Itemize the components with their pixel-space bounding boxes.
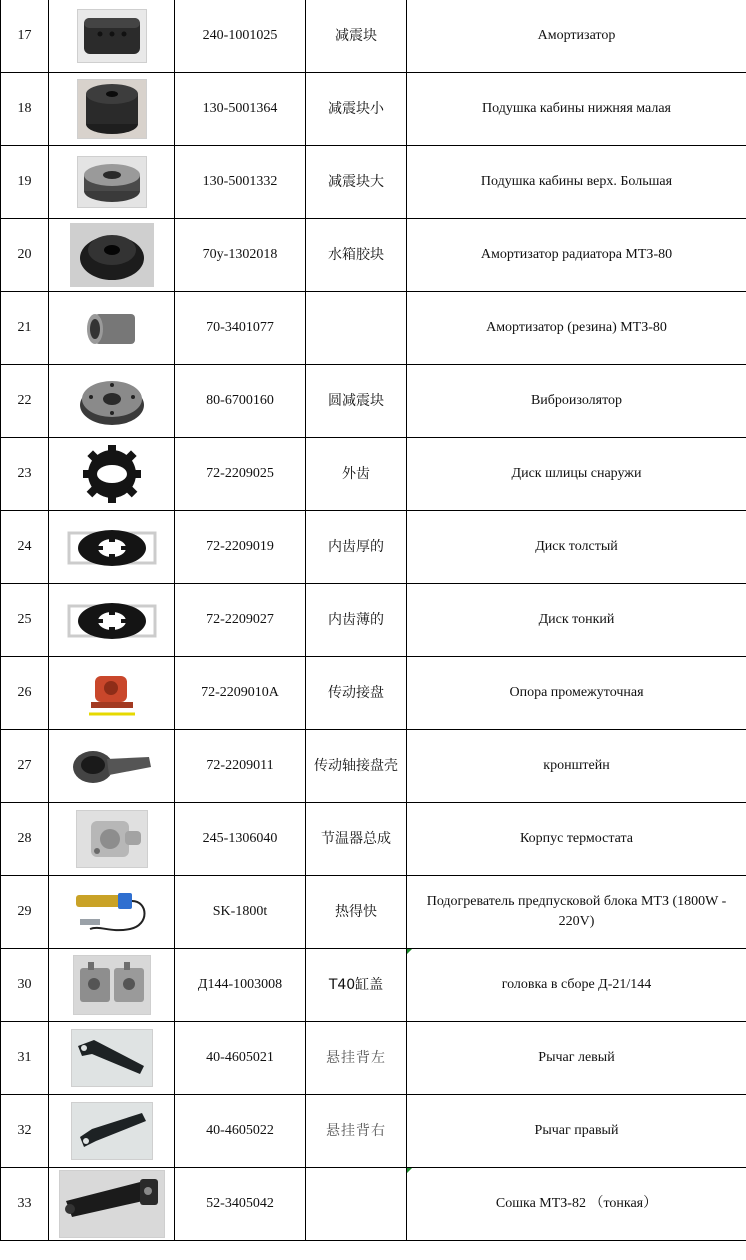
part-number: 72-2209027 [175,584,306,657]
part-photo [49,1095,175,1168]
part-name-ru: Диск шлицы снаружи [407,438,746,511]
cell-marker [407,1168,412,1173]
cell-marker [407,949,412,954]
part-name-ru [407,949,746,1022]
part-name-cn: 减震块小 [306,73,407,146]
table-row [1,584,746,657]
part-name-cn: 水箱胶块 [306,219,407,292]
rubber-block-icon [77,9,147,63]
part-photo [49,1168,175,1241]
part-name-cn [306,292,407,365]
row-number: 21 [1,292,49,365]
part-name-ru: Рычаг левый [407,1022,746,1095]
part-name-ru: Опора промежуточная [407,657,746,730]
part-name-ru: Подогреватель предпусковой блока МТЗ (1800W - 220V) [407,876,746,949]
row-number: 22 [1,365,49,438]
part-name-ru: Амортизатор радиатора МТЗ-80 [407,219,746,292]
table-row [1,949,746,1022]
part-name-ru: кронштейн [407,730,746,803]
table-row [1,803,746,876]
row-number: 23 [1,438,49,511]
part-name-ru: Корпус термостата [407,803,746,876]
part-name-ru: Амортизатор [407,0,746,73]
lever-left-icon [71,1029,153,1087]
part-number: Д144-1003008 [175,949,306,1022]
pitman-arm-icon [59,1170,165,1238]
part-name-cn: 悬挂背右 [306,1095,407,1168]
part-photo [49,949,175,1022]
part-number: 72-2209025 [175,438,306,511]
part-name-cn: 外齿 [306,438,407,511]
part-name-cn: 热得快 [306,876,407,949]
row-number: 28 [1,803,49,876]
part-name-ru: Подушка кабины нижняя малая [407,73,746,146]
row-number: 18 [1,73,49,146]
part-photo [49,657,175,730]
part-name-cn [306,1168,407,1241]
part-number: 80-6700160 [175,365,306,438]
part-name-cn: 悬挂背左 [306,1022,407,1095]
part-photo [49,146,175,219]
part-number: 52-3405042 [175,1168,306,1241]
internal-gear-disc-thin-icon [62,589,162,651]
part-name-ru-text: головка в сборе Д-21/144 [501,977,652,992]
table-row [1,511,746,584]
table-row [1,365,746,438]
part-name-cn: 内齿薄的 [306,584,407,657]
row-number: 30 [1,949,49,1022]
part-photo [49,1022,175,1095]
part-photo [49,292,175,365]
part-photo [49,876,175,949]
part-name-ru: Диск толстый [407,511,746,584]
table-row [1,876,746,949]
part-photo [49,730,175,803]
row-number: 20 [1,219,49,292]
row-number: 27 [1,730,49,803]
preheater-icon [69,884,155,940]
part-photo [49,365,175,438]
row-number: 33 [1,1168,49,1241]
row-number: 31 [1,1022,49,1095]
part-number: 72-2209019 [175,511,306,584]
part-photo [49,438,175,511]
internal-gear-disc-thick-icon [62,516,162,578]
part-number: 40-4605021 [175,1022,306,1095]
table-row [1,657,746,730]
part-name-ru: Диск тонкий [407,584,746,657]
part-name-cn: 传动接盘 [306,657,407,730]
part-name-ru: Амортизатор (резина) МТЗ-80 [407,292,746,365]
part-number: 245-1306040 [175,803,306,876]
part-name-cn: 传动轴接盘壳 [306,730,407,803]
rubber-cushion-icon [77,79,147,139]
row-number: 25 [1,584,49,657]
part-number: 130-5001332 [175,146,306,219]
part-photo [49,511,175,584]
radiator-mount-icon [70,223,154,287]
part-name-cn: 减震块大 [306,146,407,219]
part-number: 40-4605022 [175,1095,306,1168]
part-number: 240-1001025 [175,0,306,73]
part-photo [49,584,175,657]
part-photo [49,0,175,73]
intermediate-support-icon [86,665,138,721]
part-number: 130-5001364 [175,73,306,146]
rubber-cushion-large-icon [77,156,147,208]
external-gear-disc-icon [68,442,156,506]
part-number: 72-2209011 [175,730,306,803]
part-name-cn: 节温器总成 [306,803,407,876]
table-row [1,0,746,73]
bracket-icon [68,740,156,792]
part-name-ru: Виброизолятор [407,365,746,438]
part-number: 72-2209010A [175,657,306,730]
table-row [1,219,746,292]
part-number: SK-1800t [175,876,306,949]
table-row [1,438,746,511]
table-row [1,292,746,365]
thermostat-housing-icon [76,810,148,868]
row-number: 29 [1,876,49,949]
part-photo [49,73,175,146]
table-row [1,1022,746,1095]
cylinder-head-icon [73,955,151,1015]
part-name-ru: Подушка кабины верх. Большая [407,146,746,219]
table-row [1,1095,746,1168]
vibration-isolator-icon [76,370,148,432]
row-number: 24 [1,511,49,584]
part-name-ru [407,1168,746,1241]
row-number: 17 [1,0,49,73]
part-name-ru-text: Сошка МТЗ-82 （тонкая） [495,1196,658,1211]
part-name-cn: 内齿厚的 [306,511,407,584]
part-photo [49,219,175,292]
part-number: 70у-1302018 [175,219,306,292]
table-row [1,730,746,803]
table-row [1,146,746,219]
part-number: 70-3401077 [175,292,306,365]
part-name-cn: T40缸盖 [306,949,407,1022]
part-photo [49,803,175,876]
row-number: 26 [1,657,49,730]
part-name-cn: 圆减震块 [306,365,407,438]
table-row [1,1168,746,1241]
lever-right-icon [71,1102,153,1160]
table-row [1,73,746,146]
row-number: 32 [1,1095,49,1168]
row-number: 19 [1,146,49,219]
part-name-cn: 减震块 [306,0,407,73]
splined-sleeve-icon [80,301,144,355]
part-name-ru: Рычаг правый [407,1095,746,1168]
